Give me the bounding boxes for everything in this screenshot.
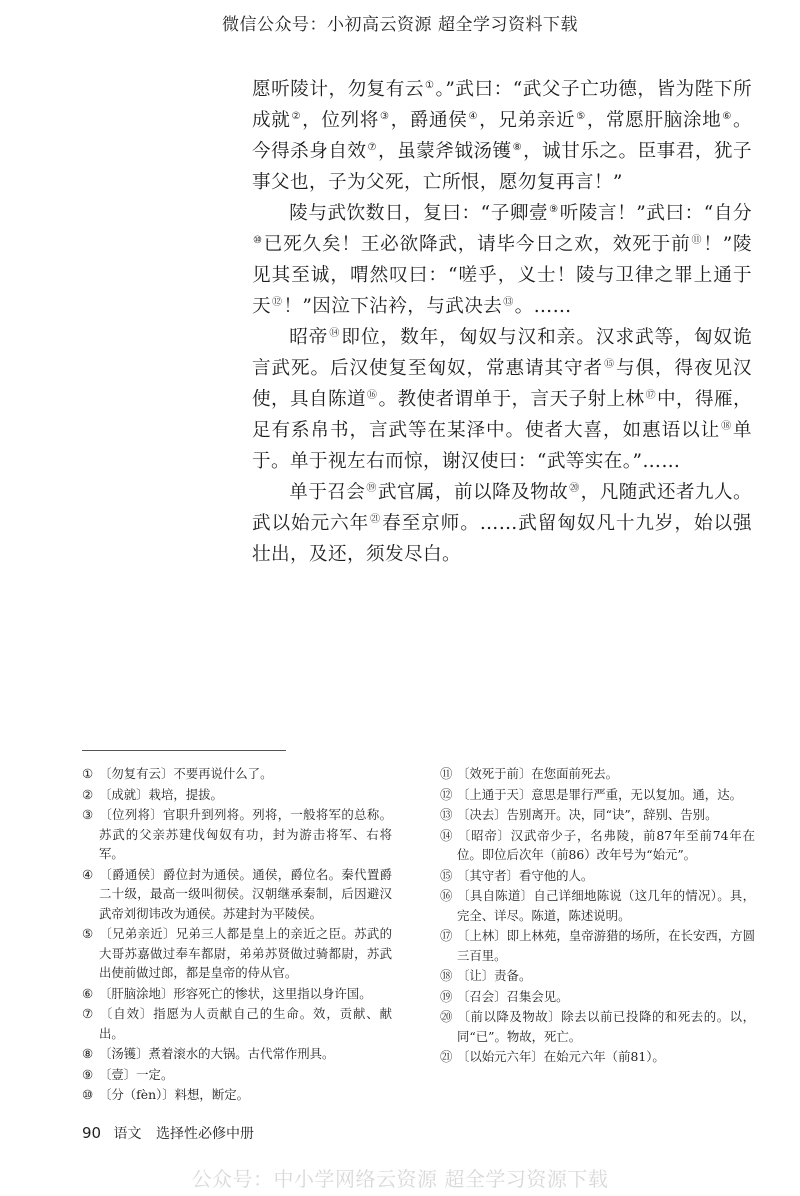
- footnote: [440, 987, 755, 1007]
- body-paragraph: [252, 74, 752, 198]
- footnote-divider: [82, 750, 286, 751]
- footnote: [440, 1047, 755, 1067]
- body-text: 愿听陵计，勿复有云: [252, 79, 425, 100]
- body-text: 昭帝: [289, 327, 329, 348]
- footer-watermark: 公众号：中小学网络云资源 超全学习资源下载: [191, 1167, 609, 1191]
- body-text: 。……: [514, 296, 572, 317]
- footnote-number: ⑬: [440, 807, 453, 822]
- footnote-number: ⑪: [440, 766, 453, 781]
- body-text: 单于。单于视左右而惊，谢汉使曰：“武等实在。”……: [252, 420, 752, 472]
- footnote-text: 〔召会〕召集会见。: [457, 988, 569, 1004]
- body-text: 武官属，前以降及物故: [377, 482, 569, 503]
- footnote-marker: ⑨: [549, 203, 559, 215]
- footnote-number: ㉑: [440, 1049, 453, 1064]
- footnote-marker: ⑫: [272, 296, 283, 308]
- footnote-marker: ⑪: [691, 234, 703, 246]
- footnote: [82, 1044, 392, 1064]
- body-text: 与俱，得夜见汉使，具自陈道: [252, 358, 752, 410]
- footnote-text: 〔兄弟亲近〕兄弟三人都是皇上的亲近之臣。苏武的大哥苏嘉做过奉车都尉，弟弟苏贤做过骑都尉，苏武出使前做过郎，都是皇帝的侍从官。: [99, 926, 392, 980]
- footnote-number: ⑭: [440, 827, 453, 843]
- footnote: [82, 785, 392, 805]
- footnote-number: ⑮: [440, 867, 453, 883]
- footnote-marker: ②: [291, 110, 302, 122]
- body-text: 已死久矣！王必欲降武，请毕今日之欢，效死于前: [263, 234, 691, 255]
- footnote-text: 〔壹〕一定。: [99, 1066, 174, 1082]
- body-text: 中，得雁，足有系帛书，言武等在某泽中。使者大喜，如惠语以让: [252, 389, 753, 441]
- footnote-text: 〔上通于天〕意思是罪行严重，无以复加。通，达。: [457, 786, 742, 802]
- footnote-marker: ④: [468, 110, 479, 122]
- footnote: [82, 805, 392, 864]
- footnote-number: ⑨: [82, 1066, 94, 1082]
- page-number: 90: [82, 1124, 102, 1142]
- body-text: ！”陵见其至诚，喟然叹曰：“嗟乎，义士！陵与卫律之罪上通于天: [252, 234, 752, 317]
- footnote-number: ⑫: [440, 786, 453, 802]
- body-text: ，虽蒙斧钺汤镬: [377, 141, 512, 162]
- footnote: [82, 764, 392, 784]
- footnote: [82, 1065, 392, 1085]
- body-paragraph: [252, 322, 752, 477]
- footnote-text: 〔汤镬〕煮着滚水的大锅。古代常作刑具。: [99, 1046, 335, 1061]
- body-text: 单于召会: [289, 482, 366, 503]
- footnote-number: ⑧: [82, 1046, 94, 1061]
- footnote-marker: ⑬: [503, 296, 514, 308]
- footnote-text: 〔分（fèn）〕料想，断定。: [99, 1087, 249, 1102]
- footnote-marker: ⑱: [721, 420, 732, 432]
- footnote-text: 〔以始元六年〕在始元六年（前81）。: [457, 1049, 665, 1064]
- body-text: ，爵通侯: [390, 110, 468, 131]
- footnote-number: ⑲: [440, 988, 453, 1004]
- footnote: [440, 886, 755, 925]
- footnote-marker: ⑥: [722, 110, 733, 122]
- footnote-text: 〔上林〕即上林苑，皇帝游猎的场所，在长安西，方圆三百里。: [457, 928, 755, 963]
- body-text: 。”武曰：“武父子亡功德，皆为陛下所成就: [252, 79, 752, 131]
- footnote: [440, 785, 755, 805]
- footnote: [82, 1004, 392, 1043]
- footnote-text: 〔具自陈道〕自己详细地陈说（这几年的情况）。具，完全、详尽。陈道，陈述说明。: [457, 888, 755, 923]
- footnote-text: 〔自效〕指愿为人贡献自己的生命。效，贡献、献出。: [99, 1006, 392, 1041]
- body-text: ，位列将: [302, 110, 379, 131]
- body-text: 春至京师。……武留匈奴凡十九岁，始以强壮出，及还，须发尽白。: [252, 513, 752, 565]
- footnote-number: ⑳: [440, 1009, 453, 1024]
- footnote: [440, 966, 755, 986]
- footnote-marker: ③: [379, 110, 390, 122]
- footnote-marker: ⑰: [645, 389, 656, 401]
- subject-label: 语文: [113, 1126, 142, 1142]
- footnote: [440, 764, 755, 784]
- body-text: 听陵言！”武曰：“自分: [559, 203, 752, 224]
- footnote: [82, 865, 392, 924]
- footnote-text: 〔成就〕栽培，提拔。: [99, 786, 223, 802]
- footnote-marker: ㉑: [370, 513, 382, 525]
- footnote-marker: ①: [425, 79, 435, 91]
- footnote: [82, 924, 392, 983]
- footnotes-right-column: [440, 764, 755, 1068]
- footnote-marker: ⑤: [576, 110, 586, 122]
- body-text: 即位，数年，匈奴与汉和亲。汉求武等，匈奴诡言武死。后汉使复至匈奴，常惠请其守者: [252, 327, 752, 379]
- footnote-text: 〔前以降及物故〕除去以前已投降的和死去的。以，同“已”。物故，死亡。: [457, 1009, 755, 1044]
- body-paragraph: [252, 477, 752, 570]
- footnote-text: 〔爵通侯〕爵位封为通侯。通侯，爵位名。秦代置爵二十级，最高一级叫彻侯。汉朝继承秦制，后因避汉武帝刘彻讳改为通侯。苏建封为平陵侯。: [99, 866, 392, 921]
- footnote-marker: ⑦: [367, 141, 377, 153]
- footnote: [82, 984, 392, 1004]
- footnote: [440, 1007, 755, 1046]
- footnote-text: 〔勿复有云〕不要再说什么了。: [99, 766, 273, 781]
- footnote-number: ⑥: [82, 985, 94, 1001]
- body-text: ，凡随武还者九人。武以始元六年: [252, 482, 752, 534]
- body-text: ，兄弟亲近: [479, 110, 576, 131]
- footnote-number: ②: [82, 786, 94, 802]
- footnote-number: ⑦: [82, 1006, 94, 1021]
- body-text: 。今得杀身自效: [252, 110, 753, 162]
- footnote-number: ①: [82, 766, 94, 781]
- footnote-number: ⑱: [440, 968, 453, 983]
- footnote-marker: ⑩: [253, 234, 263, 246]
- footnote: [440, 826, 755, 865]
- footnote: [440, 926, 755, 965]
- body-text: ！”因泣下沾衿，与武决去: [283, 296, 503, 317]
- footnote-marker: ⑮: [604, 358, 615, 370]
- footnote-marker: ⑭: [329, 327, 341, 339]
- footnote: [440, 866, 755, 886]
- footnote-marker: ⑲: [366, 482, 377, 494]
- footnotes-left-column: [82, 764, 392, 1106]
- footnote-text: 〔昭帝〕汉武帝少子，名弗陵，前87年至前74年在位。即位后次年（前86）改年号为“始元”。: [457, 827, 755, 862]
- footnote-text: 〔其守者〕看守他的人。: [457, 867, 594, 883]
- footnote-number: ③: [82, 807, 94, 822]
- footnote-number: ⑰: [440, 928, 453, 943]
- body-paragraph: [252, 198, 752, 322]
- body-text: ，诚甘乐之。臣事君，犹子事父也，子为父死，亡所恨，愿勿复再言！”: [252, 141, 752, 193]
- body-text: 陵与武饮数日，复曰：“子卿壹: [289, 203, 549, 224]
- header-banner: 微信公众号：小初高云资源 超全学习资料下载: [222, 15, 578, 35]
- footnote-number: ⑤: [82, 926, 94, 941]
- footnote-marker: ⑳: [569, 482, 580, 494]
- footnote-marker: ⑧: [512, 141, 523, 153]
- footnote-marker: ⑯: [367, 389, 378, 401]
- footnote-text: 〔效死于前〕在您面前死去。: [457, 766, 619, 781]
- footnote-text: 〔决去〕告别离开。决，同“诀”，辞别、告别。: [457, 807, 718, 822]
- footnote-number: ⑩: [82, 1087, 94, 1102]
- body-text: ，常愿肝脑涂地: [586, 110, 722, 131]
- footnote: [82, 1085, 392, 1105]
- footnote-number: ④: [82, 866, 94, 882]
- footnote-number: ⑯: [440, 888, 453, 903]
- book-title: 选择性必修中册: [156, 1126, 254, 1142]
- footnote-text: 〔肝脑涂地〕形容死亡的惨状，这里指以身许国。: [99, 985, 372, 1001]
- footnote-text: 〔位列将〕官职升到列将。列将，一般将军的总称。苏武的父亲苏建伐匈奴有功，封为游击将军、右将军。: [99, 807, 392, 861]
- main-text: [252, 74, 752, 570]
- page-footer: [82, 1123, 254, 1143]
- body-text: 。教使者谓单于，言天子射上林: [378, 389, 645, 410]
- footnote-text: 〔让〕责备。: [457, 968, 532, 983]
- footnote: [440, 805, 755, 825]
